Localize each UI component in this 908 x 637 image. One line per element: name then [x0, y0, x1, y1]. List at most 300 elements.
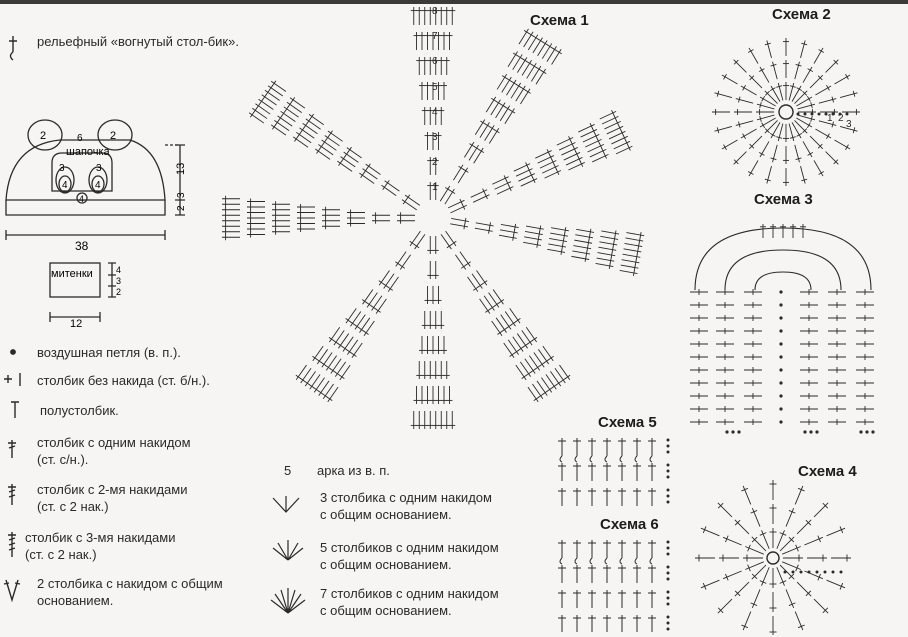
stitch-mark: [814, 599, 828, 613]
stitch-mark: [494, 130, 499, 133]
stitch-mark: [814, 503, 828, 517]
chain-mark: [779, 290, 782, 293]
stitch-mark: [282, 111, 285, 116]
stitch-mark: [395, 262, 400, 265]
stitch-mark: [304, 123, 307, 128]
stitch-mark: [343, 347, 348, 350]
stitch-mark: [469, 144, 474, 147]
scheme3-title: Схема 3: [754, 191, 813, 208]
relief-hook: [650, 558, 652, 564]
stitch-mark: [338, 344, 343, 347]
stitch-mark: [535, 366, 540, 369]
chain-mark: [871, 430, 874, 433]
chain-mark: [667, 603, 670, 606]
stitch-mark: [475, 228, 493, 231]
stitch-mark: [491, 98, 496, 101]
relief-hook: [620, 558, 622, 564]
group-stitch-icons: [268, 488, 318, 628]
stitch-mark: [636, 254, 637, 260]
chain-mark: [811, 113, 814, 116]
stitch-mark: [329, 131, 332, 136]
stitch-mark: [640, 232, 641, 238]
chain-mark: [667, 553, 670, 556]
stitch-mark: [749, 136, 762, 149]
stitch-mark: [561, 378, 566, 381]
dec7-label-2: с общим основанием.: [320, 603, 452, 618]
stitch-mark: [512, 81, 517, 84]
scheme6-diagram: [550, 532, 675, 632]
stitch-mark: [466, 262, 471, 265]
hat-center-num: 6: [77, 133, 83, 144]
stitch-mark: [800, 166, 805, 183]
dec7-icon: [271, 588, 305, 613]
stitch-mark: [819, 50, 824, 53]
stitch-mark: [749, 160, 758, 176]
stitch-mark: [575, 235, 593, 238]
stitch-mark: [771, 86, 780, 102]
stitch-mark: [414, 244, 419, 247]
stitch-mark: [526, 226, 544, 229]
stitch-mark: [367, 303, 372, 306]
stitch-mark: [587, 245, 588, 251]
stitch-mark: [406, 195, 409, 200]
scheme1-title: Схема 1: [530, 12, 589, 29]
stitch-mark: [637, 248, 638, 254]
stitch-mark: [527, 62, 532, 65]
stitch-mark: [269, 85, 272, 90]
stitch-mark: [386, 180, 389, 185]
stitch-mark: [272, 81, 275, 86]
stitch-mark: [257, 103, 260, 108]
dec2-label-2: основанием.: [37, 593, 114, 608]
stitch-mark: [778, 124, 783, 141]
stitch-mark: [298, 132, 301, 137]
chain-mark: [797, 113, 800, 116]
scheme2-diagram: [700, 20, 880, 190]
stitch-mark: [736, 121, 753, 126]
stitch-mark: [556, 381, 561, 384]
stitch-mark: [301, 128, 304, 133]
stitch-mark: [459, 166, 464, 169]
stitch-mark: [585, 256, 586, 262]
stitch-mark: [590, 229, 591, 235]
stitch-mark: [762, 96, 765, 101]
stitch-mark: [291, 97, 294, 102]
hat-ear-right-num: 2: [110, 130, 117, 142]
chain-mark: [667, 470, 670, 473]
chain-mark: [667, 566, 670, 569]
chain-mark: [667, 495, 670, 498]
stitch-mark: [635, 259, 636, 265]
stitch-mark: [538, 236, 539, 242]
stitch-mark: [722, 140, 738, 149]
stitch-mark: [523, 242, 541, 245]
stitch-mark: [450, 224, 468, 227]
stitch-mark: [489, 228, 490, 234]
stitch-mark: [317, 149, 320, 154]
stitch-mark: [348, 147, 351, 152]
stitch-mark: [826, 134, 829, 139]
chain-mark: [667, 489, 670, 492]
scheme1-row-5: 5: [432, 81, 438, 93]
stitch-mark: [752, 537, 766, 551]
stitch-mark: [765, 91, 778, 104]
stitch-mark: [600, 236, 618, 239]
dec5-label-1: 5 столбиков с одним накидом: [320, 540, 499, 555]
stitch-mark: [826, 60, 839, 73]
stitch-mark: [307, 119, 310, 124]
stitch-mark: [502, 328, 507, 331]
stitch-mark: [450, 190, 455, 193]
chain-mark: [667, 628, 670, 631]
stitch-mark: [499, 300, 504, 303]
chain-mark: [725, 430, 728, 433]
stitch-mark: [759, 69, 764, 72]
dtr-label-2: (ст. с 2 нак.): [25, 547, 97, 562]
scheme5-title: Схема 5: [598, 414, 657, 431]
dec7-label-1: 7 столбиков с одним накидом: [320, 586, 499, 601]
stitch-mark: [622, 260, 640, 263]
chain-icon: [11, 350, 15, 354]
stitch-mark: [496, 101, 501, 104]
mitten-h1: 4: [116, 265, 122, 275]
stitch-mark: [767, 41, 772, 58]
stitch-mark: [383, 185, 386, 190]
stitch-mark: [388, 287, 393, 290]
stitch-mark: [798, 104, 815, 109]
stitch-mark: [539, 231, 540, 237]
stitch-mark: [547, 388, 552, 391]
stitch-mark: [522, 375, 527, 378]
stitch-mark: [552, 48, 557, 51]
stitch-mark: [770, 133, 775, 136]
stitch-mark: [834, 140, 850, 149]
stitch-mark: [499, 235, 517, 238]
stitch-mark: [321, 363, 326, 366]
stitch-mark: [497, 331, 502, 334]
stitch-mark: [724, 145, 727, 150]
eye-left-inner-num: 4: [62, 180, 68, 191]
stitch-mark: [485, 124, 490, 127]
chain-mark: [779, 303, 782, 306]
stitch-mark: [797, 133, 802, 136]
stitch-mark: [778, 83, 783, 100]
stitch-mark: [789, 83, 794, 100]
stitch-mark: [765, 120, 778, 133]
stitch-mark: [760, 67, 769, 83]
stitch-mark: [537, 242, 538, 248]
stitch-mark: [536, 68, 541, 71]
stitch-mark: [296, 375, 301, 378]
stitch-mark: [803, 141, 812, 157]
stitch-mark: [601, 231, 619, 234]
stitch-mark: [320, 144, 323, 149]
hat-height-label: 13: [175, 162, 187, 175]
scheme1-row-4: 4: [432, 106, 438, 118]
stitch-mark: [502, 76, 507, 79]
stitch-mark: [272, 124, 275, 129]
dc-icon: [8, 440, 16, 458]
stitch-mark: [807, 96, 810, 101]
stitch-mark: [792, 122, 801, 138]
mitten-diagram: [40, 255, 140, 335]
dec2-label-1: 2 столбика с накидом с общим: [37, 576, 223, 591]
tr-label-1: столбик с 2-мя накидами: [37, 482, 188, 497]
stitch-mark: [276, 120, 279, 125]
mitten-h2: 3: [116, 276, 122, 286]
stitch-mark: [638, 243, 639, 249]
hat-band-label-2: 2: [176, 205, 187, 211]
relief-hook: [635, 456, 637, 462]
scheme2-row-2: 2: [838, 113, 844, 124]
stitch-mark: [515, 318, 520, 321]
stitch-mark: [511, 322, 516, 325]
stitch-mark: [474, 147, 479, 150]
relief-hook: [575, 456, 577, 462]
chain-mark: [667, 439, 670, 442]
chain-mark: [818, 113, 821, 116]
stitch-mark: [573, 246, 591, 249]
stitch-mark: [330, 369, 335, 372]
stitch-mark: [734, 152, 747, 165]
stitch-mark: [598, 247, 616, 250]
stitch-mark: [741, 86, 757, 95]
dec2-icon: [4, 580, 20, 600]
stitch-mark: [501, 224, 519, 227]
stitch-mark: [819, 99, 836, 104]
stitch-mark: [826, 152, 839, 165]
stitch-mark: [364, 331, 369, 334]
chain-mark: [667, 591, 670, 594]
stitch-mark: [500, 230, 518, 233]
stitch-mark: [532, 65, 537, 68]
scheme4-title: Схема 4: [798, 463, 857, 480]
tr-label-2: (ст. с 2 нак.): [37, 499, 109, 514]
stitch-mark: [624, 249, 642, 252]
stitch-mark: [347, 350, 352, 353]
stitch-mark: [543, 42, 548, 45]
stitch-mark: [534, 397, 539, 400]
chain-mark: [815, 430, 818, 433]
stitch-mark: [610, 258, 611, 264]
stitch-mark: [461, 265, 466, 268]
chain-mark: [779, 342, 782, 345]
stitch-mark: [506, 325, 511, 328]
chain-mark: [779, 329, 782, 332]
stitch-mark: [300, 378, 305, 381]
stitch-mark: [540, 226, 541, 232]
stitch-mark: [361, 173, 364, 178]
relief-hook: [560, 456, 562, 462]
stitch-mark: [815, 86, 831, 95]
stitch-mark: [312, 356, 317, 359]
stitch-mark: [625, 243, 643, 246]
hat-width-label: 38: [75, 239, 89, 253]
scheme6-title: Схема 6: [600, 516, 659, 533]
stitch-mark: [743, 85, 746, 90]
stitch-mark: [623, 254, 641, 257]
stitch-mark: [547, 45, 552, 48]
stitch-mark: [796, 118, 812, 127]
stitch-mark: [609, 263, 610, 269]
stitch-mark: [621, 265, 639, 268]
stitch-mark: [403, 199, 406, 204]
stitch-mark: [519, 347, 524, 350]
chain-mark: [808, 571, 811, 574]
stitch-mark: [285, 106, 288, 111]
stitch-mark: [810, 75, 823, 88]
stitch-mark: [482, 281, 487, 284]
stitch-mark: [789, 124, 794, 141]
stitch-mark: [749, 75, 762, 88]
stitch-mark: [565, 375, 570, 378]
arch-path: [755, 272, 811, 290]
magic-ring: [767, 552, 779, 564]
relief-label: рельефный «вогнутый стол-бик».: [37, 34, 239, 49]
stitch-mark: [529, 33, 534, 36]
stitch-mark: [840, 93, 857, 98]
dec3-label-1: 3 столбика с одним накидом: [320, 490, 492, 505]
stitch-mark: [465, 218, 466, 224]
stitch-mark: [734, 60, 747, 73]
stitch-mark: [327, 397, 332, 400]
stitch-mark: [736, 99, 753, 104]
dec3-label-2: с общим основанием.: [320, 507, 452, 522]
stitch-mark: [715, 126, 732, 131]
stitch-mark: [376, 309, 381, 312]
stitch-mark: [317, 359, 322, 362]
stitch-mark: [334, 340, 339, 343]
stitch-mark: [451, 218, 469, 221]
sc-label: столбик без накида (ст. б/н.).: [37, 373, 210, 388]
stitch-mark: [516, 84, 521, 87]
stitch-mark: [263, 94, 266, 99]
stitch-mark: [528, 340, 533, 343]
stitch-mark: [718, 599, 732, 613]
stitch-mark: [538, 394, 543, 397]
stitch-mark: [611, 252, 612, 258]
stitch-mark: [335, 372, 340, 375]
stitch-mark: [550, 233, 568, 236]
stitch-mark: [795, 62, 800, 79]
stitch-mark: [355, 325, 360, 328]
mitten-label: митенки: [51, 268, 93, 280]
relief-hook: [560, 558, 562, 564]
stitch-mark: [564, 233, 565, 239]
chain-mark: [737, 430, 740, 433]
stitch-mark: [266, 90, 269, 95]
stitch-mark: [544, 359, 549, 362]
arc-num: 5: [284, 463, 292, 478]
relief-hook: [620, 456, 622, 462]
stitch-mark: [310, 114, 313, 119]
stitch-mark: [743, 134, 746, 139]
stitch-mark: [626, 233, 644, 236]
stitch-mark: [759, 152, 764, 155]
arch-path: [725, 250, 841, 290]
stitch-mark: [797, 520, 811, 534]
stitch-mark: [526, 372, 531, 375]
stitch-mark: [599, 242, 617, 245]
stitch-mark: [819, 171, 824, 174]
stitch-mark: [724, 74, 727, 79]
stitch-mark: [735, 520, 749, 534]
stitch-mark: [400, 265, 405, 268]
relief-hook: [605, 456, 607, 462]
stitch-mark: [748, 50, 753, 53]
stitch-mark: [797, 88, 802, 91]
chain-mark: [824, 571, 827, 574]
stitch-mark: [510, 353, 515, 356]
relief-hook: [650, 456, 652, 462]
stitch-mark: [326, 135, 329, 140]
stitch-mark: [364, 168, 367, 173]
stitch-mark: [752, 565, 766, 579]
scheme1-row-2: 2: [432, 157, 438, 169]
stitch-mark: [250, 112, 253, 117]
scheme2-title: Схема 2: [772, 6, 831, 23]
dtr-icon: [8, 532, 16, 557]
relief-hook: [605, 558, 607, 564]
stitch-mark: [476, 223, 494, 226]
stitch-mark: [762, 123, 765, 128]
scheme2-row-3: 3: [846, 119, 852, 130]
stitch-mark: [323, 394, 328, 397]
sc-icon: [4, 373, 20, 386]
stitch-mark: [314, 388, 319, 391]
chain-mark: [667, 622, 670, 625]
stitch-mark: [371, 306, 376, 309]
stitch-mark: [410, 241, 415, 244]
scheme1-row-8: 8: [432, 6, 438, 17]
stitch-mark: [326, 366, 331, 369]
stitch-mark: [346, 318, 351, 321]
stitch-mark: [834, 75, 850, 84]
stitch-mark: [613, 241, 614, 247]
stitch-mark: [571, 256, 589, 259]
stitch-mark: [767, 166, 772, 183]
dec5-icon: [273, 540, 303, 560]
stitch-mark: [596, 263, 614, 266]
nose-num: 4: [79, 194, 85, 204]
stitch-mark: [352, 353, 357, 356]
stitch-mark: [513, 235, 514, 241]
stitch-mark: [533, 36, 538, 39]
stitch-mark: [589, 234, 590, 240]
stitch-mark: [514, 229, 515, 235]
chain-mark: [779, 368, 782, 371]
stitch-mark: [345, 152, 348, 157]
stitch-mark: [464, 223, 465, 229]
stitch-mark: [597, 258, 615, 261]
relief-hook: [590, 456, 592, 462]
stitch-mark: [808, 152, 813, 155]
stitch-mark: [797, 582, 811, 596]
stitch-mark: [383, 284, 388, 287]
stitch-mark: [798, 115, 815, 120]
chain-mark: [667, 572, 670, 575]
stitch-mark: [574, 240, 592, 243]
stitch-mark: [362, 300, 367, 303]
stitch-mark: [576, 229, 594, 232]
stitch-mark: [771, 122, 780, 138]
stitch-mark: [547, 249, 565, 252]
stitch-mark: [563, 238, 564, 244]
stitch-mark: [521, 87, 526, 90]
stitch-mark: [815, 129, 831, 138]
stitch-mark: [367, 164, 370, 169]
dc-label-2: (ст. с/н.).: [37, 452, 89, 467]
